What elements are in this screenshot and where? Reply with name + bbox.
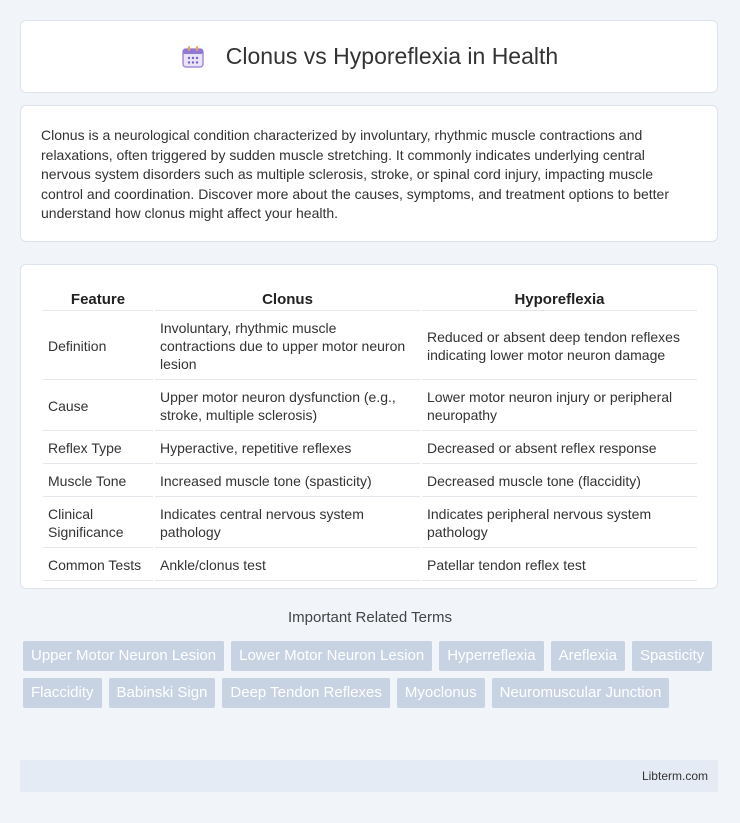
page-title: Clonus vs Hyporeflexia in Health xyxy=(225,43,559,69)
table-cell: Patellar tendon reflex test xyxy=(422,550,697,581)
related-term-tag[interactable]: Myoclonus xyxy=(397,678,485,708)
related-term-tag[interactable]: Flaccidity xyxy=(23,678,102,708)
table-cell: Lower motor neuron injury or peripheral neuropathy xyxy=(422,382,697,431)
table-cell: Involuntary, rhythmic muscle contractions due to upper motor neuron lesion xyxy=(155,313,420,380)
table-cell: Indicates peripheral nervous system pathology xyxy=(422,499,697,548)
column-header-clonus: Clonus xyxy=(155,287,420,311)
related-term-tag[interactable]: Hyperreflexia xyxy=(439,641,543,671)
table-cell: Reflex Type xyxy=(43,433,153,464)
table-cell: Upper motor neuron dysfunction (e.g., stroke, multiple sclerosis) xyxy=(155,382,420,431)
related-term-tag[interactable]: Areflexia xyxy=(551,641,625,671)
table-cell: Definition xyxy=(43,313,153,380)
table-row xyxy=(43,313,697,380)
table-cell: Increased muscle tone (spasticity) xyxy=(155,466,420,497)
column-header-feature: Feature xyxy=(43,287,153,311)
related-term-tag[interactable]: Deep Tendon Reflexes xyxy=(222,678,390,708)
footer xyxy=(20,760,718,792)
table-row xyxy=(43,382,697,431)
footer-site-link[interactable]: Libterm.com xyxy=(641,769,708,783)
related-term-tag[interactable]: Lower Motor Neuron Lesion xyxy=(231,641,432,671)
intro-text: Clonus is a neurological condition characterized by involuntary, rhythmic muscle contractions and relaxations, often triggered by sudden muscle stretching. It commonly indicates underlying central nervous system disorders such as multiple sclerosis, stroke, or spinal cord injury, impacting muscle control and coordination. Discover more about the causes, symptoms, and treatment options to better understand how clonus might affect your health. xyxy=(41,127,669,221)
table-cell: Decreased muscle tone (flaccidity) xyxy=(422,466,697,497)
table-cell: Cause xyxy=(43,382,153,431)
table-cell: Clinical Significance xyxy=(43,499,153,548)
table-cell: Reduced or absent deep tendon reflexes indicating lower motor neuron damage xyxy=(422,313,697,380)
table-cell: Ankle/clonus test xyxy=(155,550,420,581)
header-card xyxy=(20,20,718,93)
related-term-tag[interactable]: Neuromuscular Junction xyxy=(492,678,670,708)
related-terms-list xyxy=(23,641,723,715)
table-cell: Muscle Tone xyxy=(43,466,153,497)
intro-card xyxy=(20,105,718,242)
column-header-hyporeflexia: Hyporeflexia xyxy=(422,287,697,311)
table-row xyxy=(43,433,697,464)
table-cell: Common Tests xyxy=(43,550,153,581)
related-term-tag[interactable]: Spasticity xyxy=(632,641,712,671)
related-term-tag[interactable]: Babinski Sign xyxy=(109,678,216,708)
table-row xyxy=(43,466,697,497)
comparison-card xyxy=(20,264,718,589)
comparison-table xyxy=(41,285,699,583)
related-term-tag[interactable]: Upper Motor Neuron Lesion xyxy=(23,641,224,671)
related-terms-title: Important Related Terms xyxy=(288,609,452,626)
table-cell: Indicates central nervous system pathology xyxy=(155,499,420,548)
table-cell: Decreased or absent reflex response xyxy=(422,433,697,464)
calendar-icon xyxy=(180,44,206,70)
table-cell: Hyperactive, repetitive reflexes xyxy=(155,433,420,464)
table-header-row xyxy=(43,287,697,311)
table-row xyxy=(43,499,697,548)
table-row xyxy=(43,550,697,581)
